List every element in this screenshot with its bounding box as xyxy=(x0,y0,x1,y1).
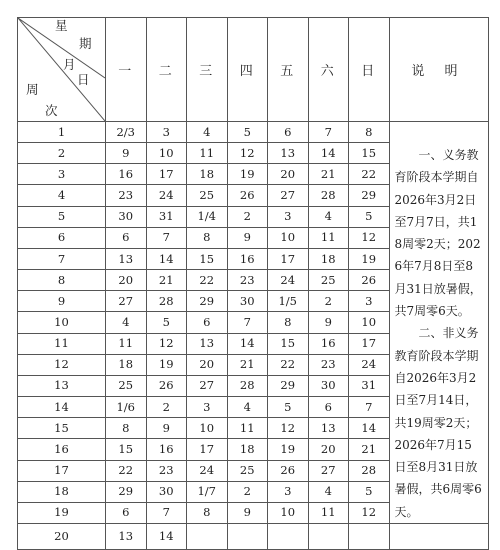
note-non-compulsory-education: 二、非义务教育阶段本学期自2026年3月2日至7月14日，共19周零2天；2026年7月15日至8月31日放暑假，共6周零6天。 xyxy=(394,326,482,519)
date-cell-fri: 29 xyxy=(268,375,309,396)
week-number-cell: 3 xyxy=(18,164,106,185)
date-cell-tue: 10 xyxy=(146,143,187,164)
date-cell-sat: 7 xyxy=(308,122,349,143)
date-cell-sat: 14 xyxy=(308,143,349,164)
week-number-cell: 6 xyxy=(18,227,106,248)
date-cell-thu: 5 xyxy=(227,122,268,143)
corner-label-xing: 星 xyxy=(55,18,68,33)
date-cell-mon: 15 xyxy=(106,439,147,460)
corner-label-ci: 次 xyxy=(45,103,58,118)
date-cell-wed: 8 xyxy=(187,227,228,248)
date-cell-thu: 21 xyxy=(227,354,268,375)
date-cell-wed: 4 xyxy=(187,122,228,143)
week-number-cell: 20 xyxy=(18,524,106,550)
date-cell-fri: 1/5 xyxy=(268,291,309,312)
corner-label-yue: 月 xyxy=(63,57,76,72)
week-number-cell: 16 xyxy=(18,439,106,460)
date-cell-mon: 22 xyxy=(106,460,147,481)
date-cell-tue: 21 xyxy=(146,270,187,291)
date-cell-wed: 1/4 xyxy=(187,206,228,227)
date-cell-thu: 14 xyxy=(227,333,268,354)
date-cell-sat: 18 xyxy=(308,248,349,269)
date-cell-sat: 4 xyxy=(308,206,349,227)
weekday-header-tue: 二 xyxy=(146,18,187,122)
date-cell-tue: 14 xyxy=(146,248,187,269)
date-cell-mon: 25 xyxy=(106,375,147,396)
weekday-header-sun: 日 xyxy=(349,18,390,122)
date-cell-sun: 12 xyxy=(349,502,390,523)
date-cell-fri: 6 xyxy=(268,122,309,143)
date-cell-fri: 10 xyxy=(268,502,309,523)
date-cell-wed: 22 xyxy=(187,270,228,291)
date-cell-mon: 6 xyxy=(106,227,147,248)
date-cell-thu: 23 xyxy=(227,270,268,291)
date-cell-tue: 23 xyxy=(146,460,187,481)
date-cell-mon: 11 xyxy=(106,333,147,354)
date-cell-fri: 26 xyxy=(268,460,309,481)
week-number-cell: 1 xyxy=(18,122,106,143)
date-cell-mon: 13 xyxy=(106,524,147,550)
date-cell-mon: 20 xyxy=(106,270,147,291)
calendar-body xyxy=(18,122,489,550)
date-cell-sat: 2 xyxy=(308,291,349,312)
date-cell-tue: 2 xyxy=(146,397,187,418)
date-cell-mon: 18 xyxy=(106,354,147,375)
week-number-cell: 8 xyxy=(18,270,106,291)
date-cell-sun: 31 xyxy=(349,375,390,396)
date-cell-thu xyxy=(227,524,268,550)
date-cell-sun: 8 xyxy=(349,122,390,143)
date-cell-fri: 3 xyxy=(268,481,309,502)
date-cell-tue: 7 xyxy=(146,227,187,248)
date-cell-sun: 26 xyxy=(349,270,390,291)
date-cell-mon: 4 xyxy=(106,312,147,333)
date-cell-tue: 12 xyxy=(146,333,187,354)
date-cell-fri: 13 xyxy=(268,143,309,164)
date-cell-thu: 25 xyxy=(227,460,268,481)
date-cell-tue: 7 xyxy=(146,502,187,523)
date-cell-wed xyxy=(187,524,228,550)
date-cell-tue: 17 xyxy=(146,164,187,185)
calendar-table xyxy=(17,17,489,550)
date-cell-fri: 27 xyxy=(268,185,309,206)
date-cell-mon: 9 xyxy=(106,143,147,164)
date-cell-fri: 20 xyxy=(268,164,309,185)
date-cell-fri xyxy=(268,524,309,550)
date-cell-fri: 24 xyxy=(268,270,309,291)
date-cell-mon: 16 xyxy=(106,164,147,185)
diagonal-corner-cell xyxy=(18,18,106,122)
date-cell-tue: 16 xyxy=(146,439,187,460)
corner-label-ri: 日 xyxy=(77,72,90,87)
date-cell-sat: 20 xyxy=(308,439,349,460)
date-cell-fri: 15 xyxy=(268,333,309,354)
date-cell-thu: 28 xyxy=(227,375,268,396)
date-cell-sat: 28 xyxy=(308,185,349,206)
date-cell-wed: 17 xyxy=(187,439,228,460)
date-cell-sat: 11 xyxy=(308,502,349,523)
table-row xyxy=(18,122,489,143)
date-cell-thu: 18 xyxy=(227,439,268,460)
date-cell-sun: 24 xyxy=(349,354,390,375)
date-cell-sun: 7 xyxy=(349,397,390,418)
date-cell-tue: 31 xyxy=(146,206,187,227)
date-cell-thu: 11 xyxy=(227,418,268,439)
week-number-cell: 17 xyxy=(18,460,106,481)
week-number-cell: 15 xyxy=(18,418,106,439)
date-cell-fri: 3 xyxy=(268,206,309,227)
date-cell-mon: 6 xyxy=(106,502,147,523)
date-cell-mon: 29 xyxy=(106,481,147,502)
date-cell-thu: 12 xyxy=(227,143,268,164)
weekday-header-thu: 四 xyxy=(227,18,268,122)
date-cell-sat: 27 xyxy=(308,460,349,481)
date-cell-mon: 30 xyxy=(106,206,147,227)
date-cell-sat: 4 xyxy=(308,481,349,502)
date-cell-sat: 30 xyxy=(308,375,349,396)
school-calendar xyxy=(17,17,489,550)
date-cell-sun: 19 xyxy=(349,248,390,269)
date-cell-wed: 18 xyxy=(187,164,228,185)
corner-label-zhou: 周 xyxy=(26,82,39,97)
weekday-header-sat: 六 xyxy=(308,18,349,122)
week-number-cell: 11 xyxy=(18,333,106,354)
date-cell-thu: 4 xyxy=(227,397,268,418)
week-number-cell: 9 xyxy=(18,291,106,312)
week-number-cell: 14 xyxy=(18,397,106,418)
weekday-header-wed: 三 xyxy=(187,18,228,122)
week-number-cell: 10 xyxy=(18,312,106,333)
date-cell-sun: 3 xyxy=(349,291,390,312)
date-cell-tue: 9 xyxy=(146,418,187,439)
date-cell-fri: 10 xyxy=(268,227,309,248)
date-cell-thu: 16 xyxy=(227,248,268,269)
date-cell-wed: 10 xyxy=(187,418,228,439)
date-cell-thu: 9 xyxy=(227,227,268,248)
date-cell-thu: 2 xyxy=(227,206,268,227)
date-cell-wed: 8 xyxy=(187,502,228,523)
date-cell-wed: 20 xyxy=(187,354,228,375)
weekday-header-fri: 五 xyxy=(268,18,309,122)
date-cell-thu: 30 xyxy=(227,291,268,312)
date-cell-mon: 8 xyxy=(106,418,147,439)
date-cell-mon: 13 xyxy=(106,248,147,269)
date-cell-fri: 5 xyxy=(268,397,309,418)
date-cell-wed: 27 xyxy=(187,375,228,396)
date-cell-fri: 8 xyxy=(268,312,309,333)
corner-label-qi: 期 xyxy=(79,36,92,51)
date-cell-sun: 5 xyxy=(349,481,390,502)
date-cell-wed: 11 xyxy=(187,143,228,164)
date-cell-sat: 23 xyxy=(308,354,349,375)
weekday-header-mon: 一 xyxy=(106,18,147,122)
date-cell-thu: 2 xyxy=(227,481,268,502)
date-cell-sun: 12 xyxy=(349,227,390,248)
date-cell-thu: 9 xyxy=(227,502,268,523)
date-cell-tue: 26 xyxy=(146,375,187,396)
date-cell-mon: 2/3 xyxy=(106,122,147,143)
header-row xyxy=(18,18,489,122)
date-cell-sun xyxy=(349,524,390,550)
date-cell-fri: 12 xyxy=(268,418,309,439)
date-cell-tue: 19 xyxy=(146,354,187,375)
date-cell-tue: 14 xyxy=(146,524,187,550)
date-cell-thu: 26 xyxy=(227,185,268,206)
week-number-cell: 13 xyxy=(18,375,106,396)
week-number-cell: 5 xyxy=(18,206,106,227)
date-cell-sun: 29 xyxy=(349,185,390,206)
date-cell-thu: 19 xyxy=(227,164,268,185)
date-cell-sat: 6 xyxy=(308,397,349,418)
week-number-cell: 7 xyxy=(18,248,106,269)
date-cell-tue: 24 xyxy=(146,185,187,206)
week-number-cell: 19 xyxy=(18,502,106,523)
date-cell-sat: 13 xyxy=(308,418,349,439)
date-cell-sat: 11 xyxy=(308,227,349,248)
date-cell-sun: 17 xyxy=(349,333,390,354)
date-cell-sat xyxy=(308,524,349,550)
date-cell-sun: 5 xyxy=(349,206,390,227)
date-cell-wed: 29 xyxy=(187,291,228,312)
notes-cell xyxy=(389,122,488,524)
week-number-cell: 12 xyxy=(18,354,106,375)
date-cell-sun: 21 xyxy=(349,439,390,460)
date-cell-mon: 23 xyxy=(106,185,147,206)
date-cell-mon: 27 xyxy=(106,291,147,312)
date-cell-tue: 28 xyxy=(146,291,187,312)
note-compulsory-education: 一、义务教育阶段本学期自2026年3月2日至7月7日，共18周零2天；2026年7月8日至8月31日放暑假，共7周零6天。 xyxy=(394,148,482,319)
date-cell-sat: 9 xyxy=(308,312,349,333)
date-cell-sun: 14 xyxy=(349,418,390,439)
date-cell-wed: 1/7 xyxy=(187,481,228,502)
date-cell-tue: 5 xyxy=(146,312,187,333)
date-cell-wed: 25 xyxy=(187,185,228,206)
date-cell-wed: 13 xyxy=(187,333,228,354)
date-cell-wed: 3 xyxy=(187,397,228,418)
date-cell-wed: 24 xyxy=(187,460,228,481)
date-cell-sun: 10 xyxy=(349,312,390,333)
diagonal-lines xyxy=(18,18,105,121)
date-cell-tue: 30 xyxy=(146,481,187,502)
date-cell-sun: 22 xyxy=(349,164,390,185)
date-cell-sat: 25 xyxy=(308,270,349,291)
table-row xyxy=(18,524,489,550)
date-cell-sun: 15 xyxy=(349,143,390,164)
date-cell-fri: 17 xyxy=(268,248,309,269)
date-cell-wed: 15 xyxy=(187,248,228,269)
notes-empty-cell xyxy=(389,524,488,550)
date-cell-fri: 22 xyxy=(268,354,309,375)
date-cell-wed: 6 xyxy=(187,312,228,333)
week-number-cell: 4 xyxy=(18,185,106,206)
notes-header: 说 明 xyxy=(389,18,488,122)
date-cell-sat: 16 xyxy=(308,333,349,354)
date-cell-sun: 28 xyxy=(349,460,390,481)
date-cell-tue: 3 xyxy=(146,122,187,143)
date-cell-fri: 19 xyxy=(268,439,309,460)
date-cell-sat: 21 xyxy=(308,164,349,185)
week-number-cell: 2 xyxy=(18,143,106,164)
date-cell-mon: 1/6 xyxy=(106,397,147,418)
week-number-cell: 18 xyxy=(18,481,106,502)
date-cell-thu: 7 xyxy=(227,312,268,333)
